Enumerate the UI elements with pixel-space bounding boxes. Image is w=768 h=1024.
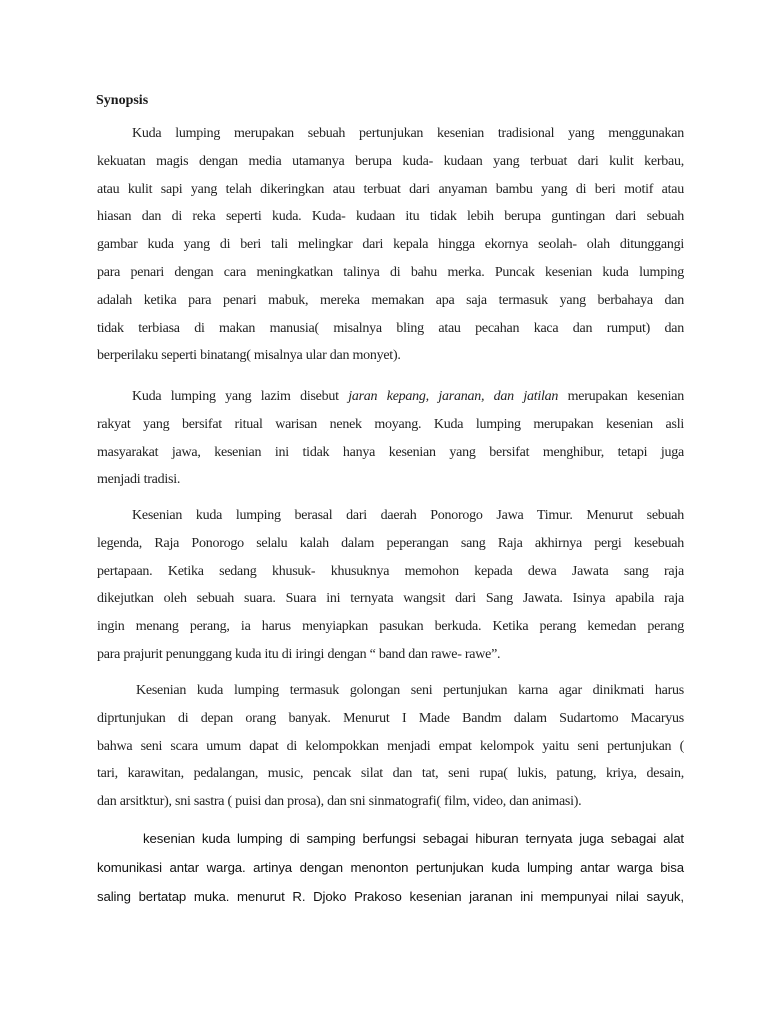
text-line: para penari dengan cara meningkatkan talinya di bahu merka. Puncak kesenian kuda lumping bbox=[97, 264, 684, 280]
text-line: dan arsitktur), sni sastra ( puisi dan prosa), dan sni sinmatografi( film, video, dan animasi). bbox=[97, 794, 582, 810]
text-line: atau kulit sapi yang telah dikeringkan atau terbuat dari anyaman bambu yang di beri motif atau bbox=[97, 181, 684, 197]
text-segment: merupakan kesenian bbox=[558, 389, 684, 404]
text-line: tari, karawitan, pedalangan, music, pencak silat dan tat, seni rupa( lukis, patung, kriya, desain, bbox=[97, 766, 684, 782]
text-line: ingin menang perang, ia harus menyiapkan pasukan berkuda. Ketika perang kemedan perang bbox=[97, 619, 684, 635]
text-line: Kesenian kuda lumping termasuk golongan seni pertunjukan karna agar dinikmati harus bbox=[136, 683, 684, 698]
text-line: berperilaku seperti binatang( misalnya ular dan monyet). bbox=[97, 348, 401, 364]
text-line: para prajurit penunggang kuda itu di iringi dengan “ band dan rawe- rawe”. bbox=[97, 646, 501, 662]
italic-terms: jaran kepang, jaranan, dan jatilan bbox=[348, 389, 559, 404]
text-line: kekuatan magis dengan media utamanya berupa kuda- kudaan yang terbuat dari kulit kerbau, bbox=[97, 153, 684, 169]
text-line: saling bertatap muka. menurut R. Djoko Prakoso kesenian jaranan ini mempunyai nilai sayuk, bbox=[97, 889, 684, 904]
text-line: Kesenian kuda lumping berasal dari daerah Ponorogo Jawa Timur. Menurut sebuah bbox=[132, 508, 684, 523]
paragraph-5 bbox=[97, 824, 684, 911]
text-line: menjadi tradisi. bbox=[97, 472, 181, 488]
paragraph-4 bbox=[97, 677, 684, 816]
text-line bbox=[97, 383, 684, 411]
text-line: legenda, Raja Ponorogo selalu kalah dalam peperangan sang Raja akhirnya pergi kesebuah bbox=[97, 535, 684, 551]
text-line: dikejutkan oleh sebuah suara. Suara ini ternyata wangsit dari Sang Jawata. Isinya apabila raja bbox=[97, 591, 684, 607]
paragraph-2 bbox=[97, 383, 684, 494]
text-line: hiasan dan di reka seperti kuda. Kuda- kudaan itu tidak lebih berupa guntingan dari sebuah bbox=[97, 209, 684, 225]
text-line: kesenian kuda lumping di samping berfungsi sebagai hiburan ternyata juga sebagai alat bbox=[143, 831, 684, 846]
text-line: tidak terbiasa di makan manusia( misalnya bling atau pecahan kaca dan rumput) dan bbox=[97, 320, 684, 336]
text-line: Kuda lumping merupakan sebuah pertunjukan kesenian tradisional yang menggunakan bbox=[132, 126, 684, 141]
text-line: bahwa seni scara umum dapat di kelompokkan menjadi empat kelompok yaitu seni pertunjukan ( bbox=[97, 738, 684, 754]
text-line: gambar kuda yang di beri tali melingkar dari kepala hingga ekornya seolah- olah ditunggangi bbox=[97, 237, 684, 253]
document-title: Synopsis bbox=[96, 93, 149, 108]
text-line: masyarakat jawa, kesenian ini tidak hanya kesenian yang bersifat menghibur, tetapi juga bbox=[97, 444, 684, 460]
paragraph-3 bbox=[97, 502, 684, 669]
text-line: adalah ketika para penari mabuk, mereka memakan apa saja termasuk yang berbahaya dan bbox=[97, 292, 684, 308]
text-line: diprtunjukan di depan orang banyak. Menurut I Made Bandm dalam Sudartomo Macaryus bbox=[97, 710, 684, 726]
text-line: rakyat yang bersifat ritual warisan nenek moyang. Kuda lumping merupakan kesenian asli bbox=[97, 416, 684, 432]
paragraph-1 bbox=[97, 120, 684, 370]
text-line: pertapaan. Ketika sedang khusuk- khusuknya memohon kepada dewa Jawata sang raja bbox=[97, 563, 684, 579]
text-line: komunikasi antar warga. artinya dengan menonton pertunjukan kuda lumping antar warga bisa bbox=[97, 860, 684, 875]
text-segment: Kuda lumping yang lazim disebut bbox=[132, 389, 349, 404]
